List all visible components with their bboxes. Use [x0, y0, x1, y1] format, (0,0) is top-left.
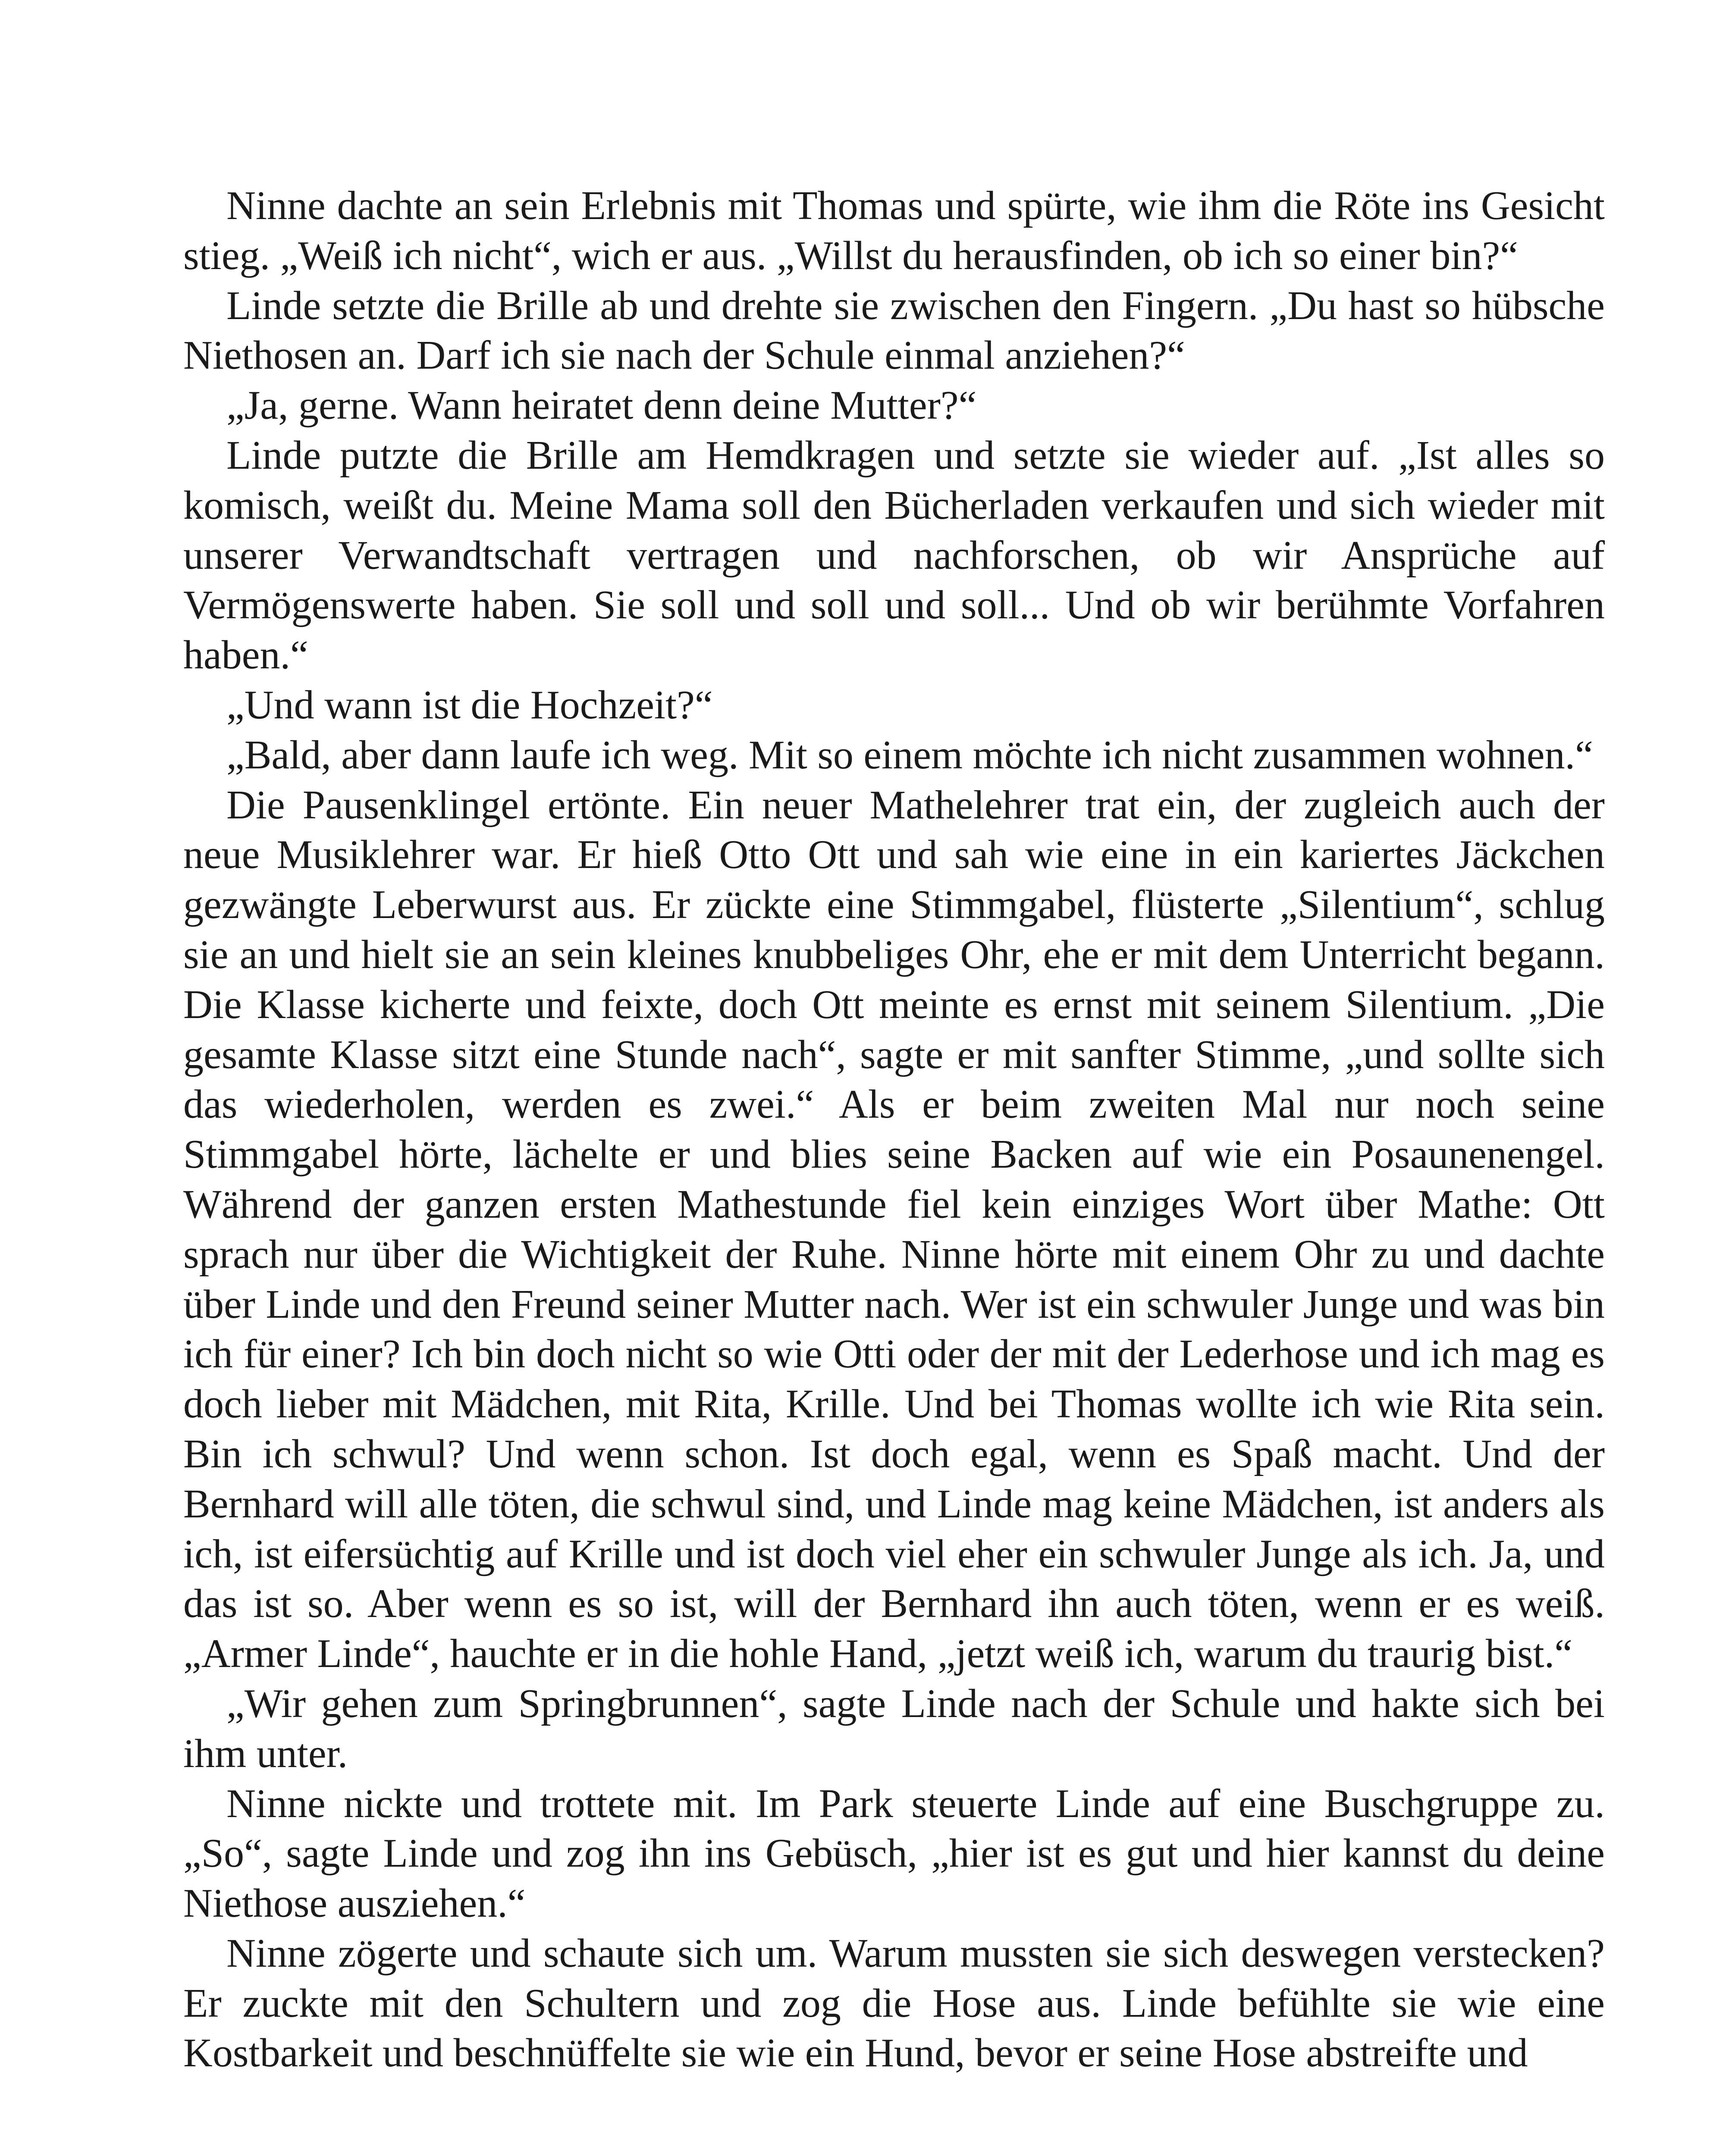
- paragraph: Ninne nickte und trottete mit. Im Park steuerte Linde auf eine Buschgruppe zu. „So“, sagte Linde und zog ihn ins Gebüsch, „hier ist es gut und hier kannst du deine Niethose ausziehen.“: [183, 1781, 1605, 1926]
- paragraph: Linde putzte die Brille am Hemdkragen und setzte sie wieder auf. „Ist alles so komisch, weißt du. Meine Mama soll den Bücherladen verkaufen und sich wieder mit unserer Verwandtschaft vertragen und nachforschen, ob wir Ansprüche auf Vermögenswerte haben. Sie soll und soll und soll... Und ob wir berühmte Vorfahren haben.“: [183, 432, 1605, 678]
- paragraph: „Wir gehen zum Springbrunnen“, sagte Linde nach der Schule und hakte sich bei ihm unter.: [183, 1681, 1605, 1776]
- body-text: [183, 181, 1605, 2078]
- paragraph: Linde setzte die Brille ab und drehte sie zwischen den Fingern. „Du hast so hübsche Niethosen an. Darf ich sie nach der Schule einmal anziehen?“: [183, 283, 1605, 378]
- paragraph: Ninne zögerte und schaute sich um. Warum mussten sie sich deswegen verstecken? Er zuckte mit den Schultern und zog die Hose aus. Linde befühlte sie wie eine Kostbarkeit und beschnüffelte sie wie ein Hund, bevor er seine Hose abstreifte und: [183, 1930, 1605, 2076]
- paragraph: „Und wann ist die Hochzeit?“: [226, 682, 713, 727]
- paragraph: Die Pausenklingel ertönte. Ein neuer Mathelehrer trat ein, der zugleich auch der neue Musiklehrer war. Er hieß Otto Ott und sah wie eine in ein kariertes Jäckchen gezwängte Leberwurst aus. Er zückte eine Stimmgabel, flüsterte „Silentium“, schlug sie an und hielt sie an sein kleines knubbeliges Ohr, ehe er mit dem Unterricht begann. Die Klasse kicherte und feixte, doch Ott meinte es ernst mit seinem Silentium. „Die gesamte Klasse sitzt eine Stunde nach“, sagte er mit sanfter Stimme, „und sollte sich das wiederholen, werden es zwei.“ Als er beim zweiten Mal nur noch seine Stimmgabel hörte, lächelte er und blies seine Backen auf wie ein Posaunenengel. Während der ganzen ersten Mathestunde fiel kein einziges Wort über Mathe: Ott sprach nur über die Wichtigkeit der Ruhe. Ninne hörte mit einem Ohr zu und dachte über Linde und den Freund seiner Mutter nach. Wer ist ein schwuler Junge und was bin ich für einer? Ich bin doch nicht so wie Otti oder der mit der Lederhose und ich mag es doch lieber mit Mädchen, mit Rita, Krille. Und bei Thomas wollte ich wie Rita sein. Bin ich schwul? Und wenn schon. Ist doch egal, wenn es Spaß macht. Und der Bernhard will alle töten, die schwul sind, und Linde mag keine Mädchen, ist anders als ich, ist eifersüchtig auf Krille und ist doch viel eher ein schwuler Junge als ich. Ja, und das ist so. Aber wenn es so ist, will der Bernhard ihn auch töten, wenn er es weiß. „Armer Linde“, hauchte er in die hohle Hand, „jetzt weiß ich, warum du traurig bist.“: [183, 782, 1605, 1677]
- paragraph: „Bald, aber dann laufe ich weg. Mit so einem möchte ich nicht zusammen wohnen.“: [226, 732, 1593, 777]
- paragraph: „Ja, gerne. Wann heiratet denn deine Mutter?“: [226, 383, 977, 428]
- paragraph: Ninne dachte an sein Erlebnis mit Thomas und spürte, wie ihm die Röte ins Gesicht stieg. „Weiß ich nicht“, wich er aus. „Willst du herausfinden, ob ich so einer bin?“: [183, 183, 1605, 278]
